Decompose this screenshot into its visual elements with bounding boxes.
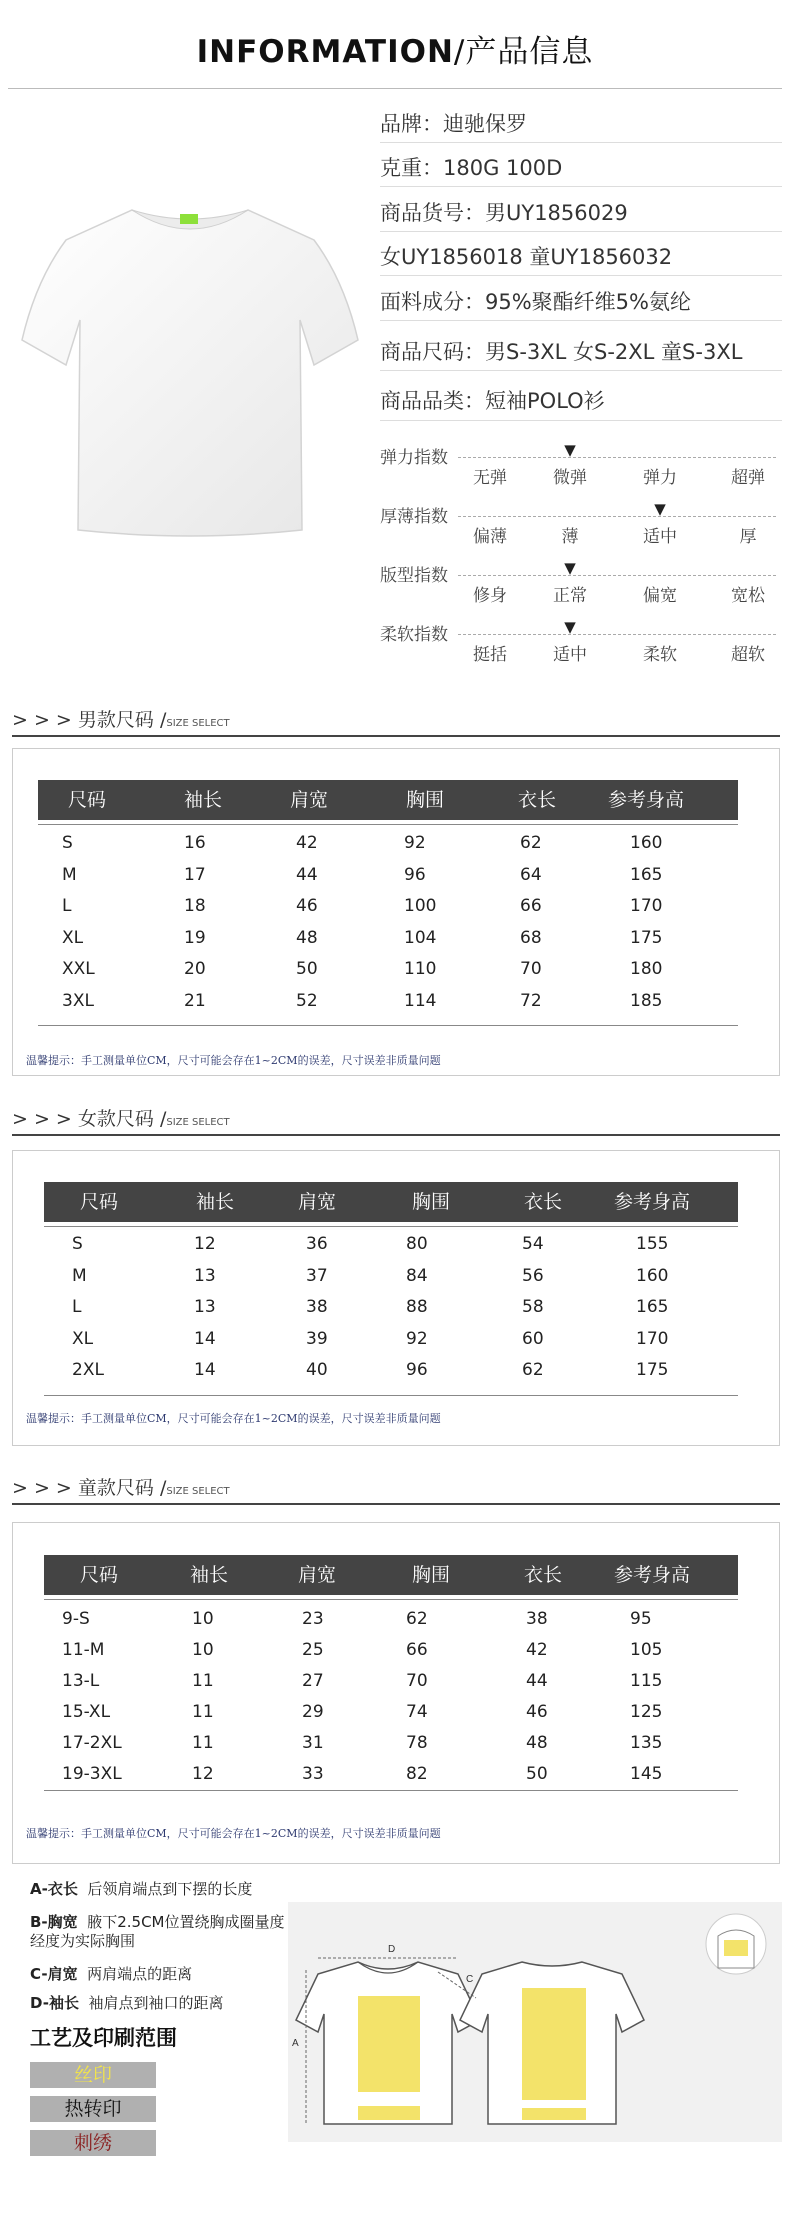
header-cell: 衣长 bbox=[524, 1564, 563, 1586]
back-print-area bbox=[522, 1988, 586, 2100]
table-cell: 84 bbox=[406, 1265, 428, 1286]
indicator-selected-marker: ▼ bbox=[564, 618, 576, 636]
table-cell: 160 bbox=[630, 833, 663, 853]
table-rule bbox=[44, 1599, 738, 1600]
indicator-option: 适中 bbox=[643, 527, 677, 547]
table-cell: 44 bbox=[296, 864, 318, 885]
table-cell: M bbox=[62, 864, 77, 885]
section-title-womens: > > > 女款尺码 /SIZE SELECT bbox=[12, 1108, 230, 1130]
table-cell: 13 bbox=[194, 1265, 216, 1286]
indicator-scale-line bbox=[458, 575, 776, 576]
header-cell: 袖长 bbox=[196, 1191, 235, 1213]
table-cell: 23 bbox=[302, 1609, 324, 1629]
header-cell: 袖长 bbox=[184, 789, 223, 811]
table-cell: XL bbox=[62, 927, 84, 948]
info-category: 商品品类：短袖POLO衫 bbox=[380, 389, 605, 413]
table-cell: 12 bbox=[194, 1234, 216, 1254]
table-cell: 58 bbox=[522, 1297, 544, 1317]
indicator-option: 偏宽 bbox=[643, 586, 677, 606]
section-title-mens: > > > 男款尺码 /SIZE SELECT bbox=[12, 709, 230, 731]
header-cell: 肩宽 bbox=[298, 1191, 337, 1213]
table-cell: 50 bbox=[296, 959, 318, 979]
indicator-option: 超弹 bbox=[731, 468, 765, 488]
table-cell: 48 bbox=[296, 927, 318, 948]
table-cell: 170 bbox=[630, 896, 663, 916]
table-cell: 100 bbox=[404, 896, 437, 916]
table-cell: 50 bbox=[526, 1764, 548, 1784]
table-cell: 12 bbox=[192, 1764, 214, 1784]
table-cell: 44 bbox=[526, 1671, 548, 1691]
section-rule bbox=[12, 1503, 780, 1505]
diagram-label-a: A bbox=[292, 2038, 299, 2049]
page-title: INFORMATION/产品信息 bbox=[196, 34, 594, 70]
table-cell: L bbox=[62, 896, 72, 916]
table-cell: 92 bbox=[404, 833, 426, 853]
table-cell: 46 bbox=[526, 1702, 548, 1722]
legend-chest: B-胸宽 腋下2.5CM位置绕胸成圈量度经度为实际胸围 bbox=[30, 1913, 285, 1950]
table-cell: 14 bbox=[194, 1328, 216, 1349]
section-rule bbox=[12, 1134, 780, 1136]
indicator-option: 厚 bbox=[739, 527, 757, 547]
header-divider bbox=[8, 88, 782, 89]
table-cell: S bbox=[72, 1234, 83, 1254]
table-cell: 11 bbox=[192, 1702, 214, 1722]
table-cell: 114 bbox=[404, 990, 437, 1011]
table-cell: 105 bbox=[630, 1640, 663, 1660]
table-cell: 160 bbox=[636, 1265, 669, 1286]
legend-sleeve: D-袖长 袖肩点到袖口的距离 bbox=[30, 1994, 224, 2012]
info-fabric: 面料成分：95%聚酯纤维5%氨纶 bbox=[380, 290, 691, 314]
table-cell: 70 bbox=[520, 959, 542, 979]
table-cell: 175 bbox=[636, 1360, 669, 1380]
table-cell: 170 bbox=[636, 1328, 669, 1349]
table-cell: 46 bbox=[296, 896, 318, 916]
info-sizes: 商品尺码：男S-3XL 女S-2XL 童S-3XL bbox=[380, 340, 743, 364]
table-cell: 54 bbox=[522, 1234, 544, 1254]
indicator-label: 版型指数 bbox=[380, 566, 448, 586]
table-cell: 88 bbox=[406, 1297, 428, 1317]
table-cell: 11 bbox=[192, 1671, 214, 1691]
header-cell: 参考身高 bbox=[608, 789, 685, 811]
info-divider bbox=[380, 231, 782, 232]
table-cell: 9-S bbox=[62, 1609, 90, 1629]
table-cell: 165 bbox=[636, 1297, 669, 1317]
table-cell: 37 bbox=[306, 1265, 328, 1286]
table-cell: 95 bbox=[630, 1609, 652, 1629]
table-cell: 72 bbox=[520, 990, 542, 1011]
indicator-selected-marker: ▼ bbox=[564, 559, 576, 577]
table-cell: 21 bbox=[184, 990, 206, 1011]
print-area-diagram bbox=[288, 1902, 782, 2142]
indicator-option: 偏薄 bbox=[473, 527, 507, 547]
info-brand: 品牌：迪驰保罗 bbox=[380, 112, 527, 136]
table-cell: 185 bbox=[630, 990, 663, 1011]
info-divider bbox=[380, 420, 782, 421]
info-sku-men: 商品货号：男UY1856029 bbox=[380, 201, 628, 225]
table-cell: 19-3XL bbox=[62, 1764, 122, 1784]
table-cell: 74 bbox=[406, 1702, 428, 1722]
table-cell: 145 bbox=[630, 1764, 663, 1784]
indicator-option: 柔软 bbox=[643, 645, 677, 665]
diagram-label-c: C bbox=[466, 1974, 474, 1985]
table-cell: 180 bbox=[630, 959, 663, 979]
table-cell: 31 bbox=[302, 1733, 324, 1753]
table-cell: 62 bbox=[522, 1360, 544, 1380]
table-cell: 27 bbox=[302, 1671, 324, 1691]
indicator-scale-line bbox=[458, 516, 776, 517]
indicator-label: 弹力指数 bbox=[380, 448, 448, 468]
table-cell: 13 bbox=[194, 1297, 216, 1317]
table-cell: S bbox=[62, 833, 73, 853]
indicator-scale-line bbox=[458, 634, 776, 635]
table-cell: 17 bbox=[184, 864, 206, 885]
table-cell: 62 bbox=[406, 1609, 428, 1629]
table-cell: 175 bbox=[630, 927, 663, 948]
table-cell: 13-L bbox=[62, 1671, 100, 1691]
header-cell: 胸围 bbox=[406, 789, 445, 811]
indicator-option: 薄 bbox=[561, 527, 579, 547]
table-cell: 33 bbox=[302, 1764, 324, 1784]
info-divider bbox=[380, 186, 782, 187]
table-cell: 11-M bbox=[62, 1640, 105, 1660]
table-rule bbox=[44, 1226, 738, 1227]
table-cell: 110 bbox=[404, 959, 437, 979]
table-cell: 165 bbox=[630, 864, 663, 885]
table-cell: 42 bbox=[526, 1640, 548, 1660]
table-cell: 25 bbox=[302, 1640, 324, 1660]
table-cell: 78 bbox=[406, 1733, 428, 1753]
table-cell: 3XL bbox=[62, 990, 94, 1011]
label-tag bbox=[180, 214, 198, 224]
indicator-option: 超软 bbox=[731, 645, 765, 665]
section-title-kids: > > > 童款尺码 /SIZE SELECT bbox=[12, 1477, 230, 1499]
indicator-label: 柔软指数 bbox=[380, 625, 448, 645]
info-divider bbox=[380, 370, 782, 371]
front-hem-print-area bbox=[358, 2106, 420, 2120]
indicator-option: 适中 bbox=[553, 645, 587, 665]
table-cell: 125 bbox=[630, 1702, 663, 1722]
info-divider bbox=[380, 142, 782, 143]
table-cell: 60 bbox=[522, 1328, 544, 1349]
size-note: 温馨提示：手工测量单位CM，尺寸可能会存在1~2CM的误差，尺寸误差非质量问题 bbox=[26, 1412, 441, 1425]
indicator-option: 正常 bbox=[553, 586, 587, 606]
table-cell: 42 bbox=[296, 833, 318, 853]
info-divider bbox=[380, 275, 782, 276]
table-cell: 135 bbox=[630, 1733, 663, 1753]
header-cell: 尺码 bbox=[80, 1564, 119, 1586]
diagram-label-d: D bbox=[388, 1944, 396, 1955]
indicator-option: 弹力 bbox=[643, 468, 677, 488]
indicator-option: 修身 bbox=[473, 586, 507, 606]
table-cell: 19 bbox=[184, 927, 206, 948]
header-cell: 胸围 bbox=[412, 1564, 451, 1586]
craft-silkscreen: 丝印 bbox=[30, 2062, 156, 2088]
table-cell: 39 bbox=[306, 1328, 328, 1349]
legend-length: A-衣长 后领肩端点到下摆的长度 bbox=[30, 1880, 253, 1898]
table-cell: 70 bbox=[406, 1671, 428, 1691]
table-cell: 15-XL bbox=[62, 1702, 111, 1722]
header-cell: 尺码 bbox=[68, 789, 107, 811]
size-note: 温馨提示：手工测量单位CM，尺寸可能会存在1~2CM的误差，尺寸误差非质量问题 bbox=[26, 1054, 441, 1067]
table-rule bbox=[44, 1395, 738, 1396]
table-cell: 104 bbox=[404, 927, 437, 948]
table-cell: 66 bbox=[406, 1640, 428, 1660]
table-cell: 10 bbox=[192, 1609, 214, 1629]
legend-shoulder: C-肩宽 两肩端点的距离 bbox=[30, 1965, 193, 1983]
table-cell: 52 bbox=[296, 990, 318, 1011]
craft-embroidery: 刺绣 bbox=[30, 2130, 156, 2156]
header-cell: 袖长 bbox=[190, 1564, 229, 1586]
header-cell: 胸围 bbox=[412, 1191, 451, 1213]
product-image bbox=[14, 170, 366, 540]
indicator-label: 厚薄指数 bbox=[380, 507, 448, 527]
table-cell: 96 bbox=[406, 1360, 428, 1380]
table-cell: 11 bbox=[192, 1733, 214, 1753]
table-cell: XXL bbox=[62, 959, 95, 979]
table-cell: 80 bbox=[406, 1234, 428, 1254]
table-cell: 16 bbox=[184, 833, 206, 853]
table-cell: XL bbox=[72, 1328, 94, 1349]
table-cell: 29 bbox=[302, 1702, 324, 1722]
table-cell: 155 bbox=[636, 1234, 669, 1254]
info-weight: 克重：180G 100D bbox=[380, 156, 563, 180]
size-table-header bbox=[44, 1182, 738, 1222]
header-cell: 肩宽 bbox=[298, 1564, 337, 1586]
indicator-scale-line bbox=[458, 457, 776, 458]
header-cell: 衣长 bbox=[518, 789, 557, 811]
back-hem-print-area bbox=[522, 2108, 586, 2120]
size-note: 温馨提示：手工测量单位CM，尺寸可能会存在1~2CM的误差，尺寸误差非质量问题 bbox=[26, 1827, 441, 1840]
table-cell: 38 bbox=[526, 1609, 548, 1629]
table-cell: 115 bbox=[630, 1671, 663, 1691]
table-cell: 38 bbox=[306, 1297, 328, 1317]
craft-title: 工艺及印刷范围 bbox=[30, 2026, 177, 2050]
table-rule bbox=[38, 824, 738, 825]
table-cell: 66 bbox=[520, 896, 542, 916]
table-cell: 96 bbox=[404, 864, 426, 885]
table-rule bbox=[44, 1790, 738, 1791]
table-cell: 10 bbox=[192, 1640, 214, 1660]
header-cell: 衣长 bbox=[524, 1191, 563, 1213]
table-cell: M bbox=[72, 1265, 87, 1286]
table-cell: 48 bbox=[526, 1733, 548, 1753]
table-cell: 14 bbox=[194, 1360, 216, 1380]
indicator-option: 宽松 bbox=[731, 586, 765, 606]
table-cell: 17-2XL bbox=[62, 1733, 122, 1753]
info-divider bbox=[380, 320, 782, 321]
table-cell: L bbox=[72, 1297, 82, 1317]
indicator-option: 挺括 bbox=[473, 645, 507, 665]
table-cell: 40 bbox=[306, 1360, 328, 1380]
header-cell: 尺码 bbox=[80, 1191, 119, 1213]
table-cell: 36 bbox=[306, 1234, 328, 1254]
front-print-area bbox=[358, 1996, 420, 2092]
header-cell: 参考身高 bbox=[614, 1191, 691, 1213]
table-cell: 18 bbox=[184, 896, 206, 916]
table-cell: 82 bbox=[406, 1764, 428, 1784]
table-cell: 20 bbox=[184, 959, 206, 979]
section-rule bbox=[12, 735, 780, 737]
table-rule bbox=[38, 1025, 738, 1026]
table-cell: 92 bbox=[406, 1328, 428, 1349]
header-cell: 肩宽 bbox=[290, 789, 329, 811]
indicator-option: 微弹 bbox=[553, 468, 587, 488]
indicator-selected-marker: ▼ bbox=[564, 441, 576, 459]
indicator-selected-marker: ▼ bbox=[654, 500, 666, 518]
size-table-header bbox=[44, 1555, 738, 1595]
indicator-option: 无弹 bbox=[473, 468, 507, 488]
table-cell: 64 bbox=[520, 864, 542, 885]
size-table-header bbox=[38, 780, 738, 820]
craft-heat-transfer: 热转印 bbox=[30, 2096, 156, 2122]
table-cell: 62 bbox=[520, 833, 542, 853]
label-print-area bbox=[724, 1940, 748, 1956]
table-cell: 2XL bbox=[72, 1360, 104, 1380]
header-cell: 参考身高 bbox=[614, 1564, 691, 1586]
table-cell: 68 bbox=[520, 927, 542, 948]
table-cell: 56 bbox=[522, 1265, 544, 1286]
info-sku-women-kids: 女UY1856018 童UY1856032 bbox=[380, 245, 673, 269]
